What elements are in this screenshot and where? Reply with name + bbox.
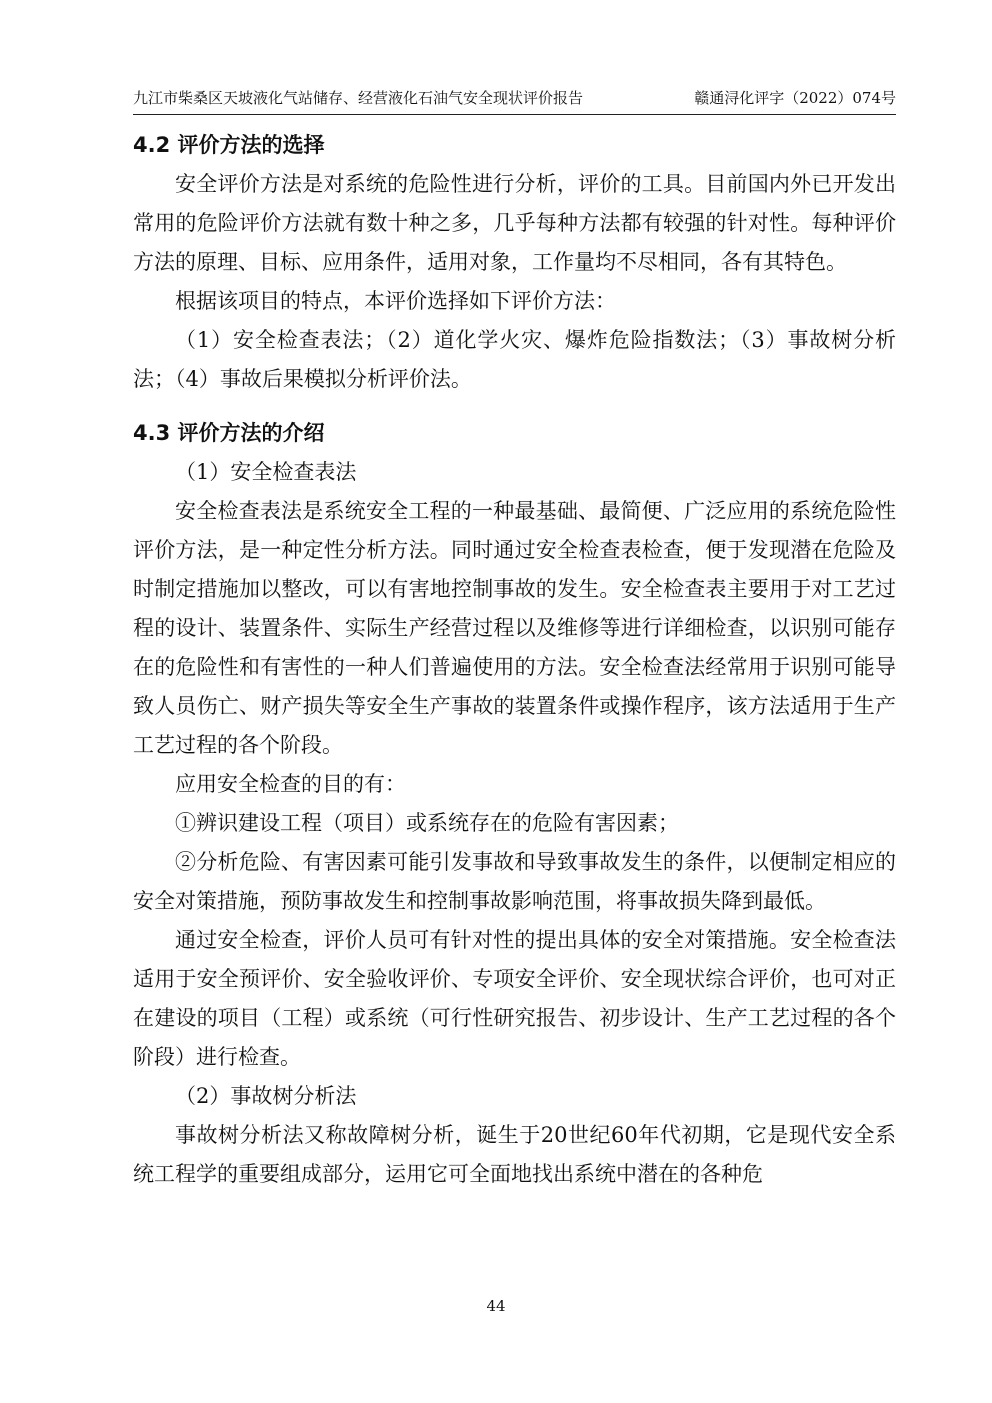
list-item: ①辨识建设工程（项目）或系统存在的危险有害因素； (175, 811, 679, 835)
subsection-heading: （2）事故树分析法 (175, 1084, 357, 1108)
paragraph: 安全评价方法是对系统的危险性进行分析，评价的工具。目前国内外已开发出常用的危险评价方法就有数十种之多，几乎每种方法都有较强的针对性。每种评价方法的原理、目标、应用条件，适用对象，工作量均不尽相同，各有其特色。 (133, 172, 896, 274)
paragraph: 安全检查表法是系统安全工程的一种最基础、最简便、广泛应用的系统危险性评价方法，是一种定性分析方法。同时通过安全检查表检查，便于发现潜在危险及时制定措施加以整改，可以有害地控制事故的发生。安全检查表主要用于对工艺过程的设计、装置条件、实际生产经营过程以及维修等进行详细检查，以识别可能存在的危险性和有害性的一种人们普遍使用的方法。安全检查法经常用于识别可能导致人员伤亡、财产损失等安全生产事故的装置条件或操作程序，该方法适用于生产工艺过程的各个阶段。 (133, 499, 896, 757)
page-header (133, 84, 896, 115)
document-number: 赣通浔化评字（2022）074号 (694, 89, 896, 107)
paragraph: 事故树分析法又称故障树分析，诞生于20世纪60年代初期，它是现代安全系统工程学的重要组成部分，运用它可全面地找出系统中潜在的各种危 (133, 1123, 896, 1186)
list-item: ②分析危险、有害因素可能引发事故和导致事故发生的条件，以便制定相应的安全对策措施，预防事故发生和控制事故影响范围，将事故损失降到最低。 (133, 850, 896, 913)
section-heading-4-3: 4.3 评价方法的介绍 (133, 421, 325, 445)
paragraph: 通过安全检查，评价人员可有针对性的提出具体的安全对策措施。安全检查法适用于安全预评价、安全验收评价、专项安全评价、安全现状综合评价，也可对正在建设的项目（工程）或系统（可行性研究报告、初步设计、生产工艺过程的各个阶段）进行检查。 (133, 928, 896, 1069)
subsection-heading: （1）安全检查表法 (175, 460, 357, 484)
section-heading-4-2: 4.2 评价方法的选择 (133, 133, 325, 157)
page-number: 44 (486, 1297, 506, 1315)
report-title: 九江市柴桑区天坡液化气站储存、经营液化石油气安全现状评价报告 (133, 89, 584, 107)
paragraph: （1）安全检查表法；（2）道化学火灾、爆炸危险指数法；（3）事故树分析法；（4）事故后果模拟分析评价法。 (133, 328, 896, 391)
page-body (133, 125, 896, 1194)
paragraph: 应用安全检查的目的有： (175, 772, 406, 796)
paragraph: 根据该项目的特点，本评价选择如下评价方法： (175, 289, 616, 313)
